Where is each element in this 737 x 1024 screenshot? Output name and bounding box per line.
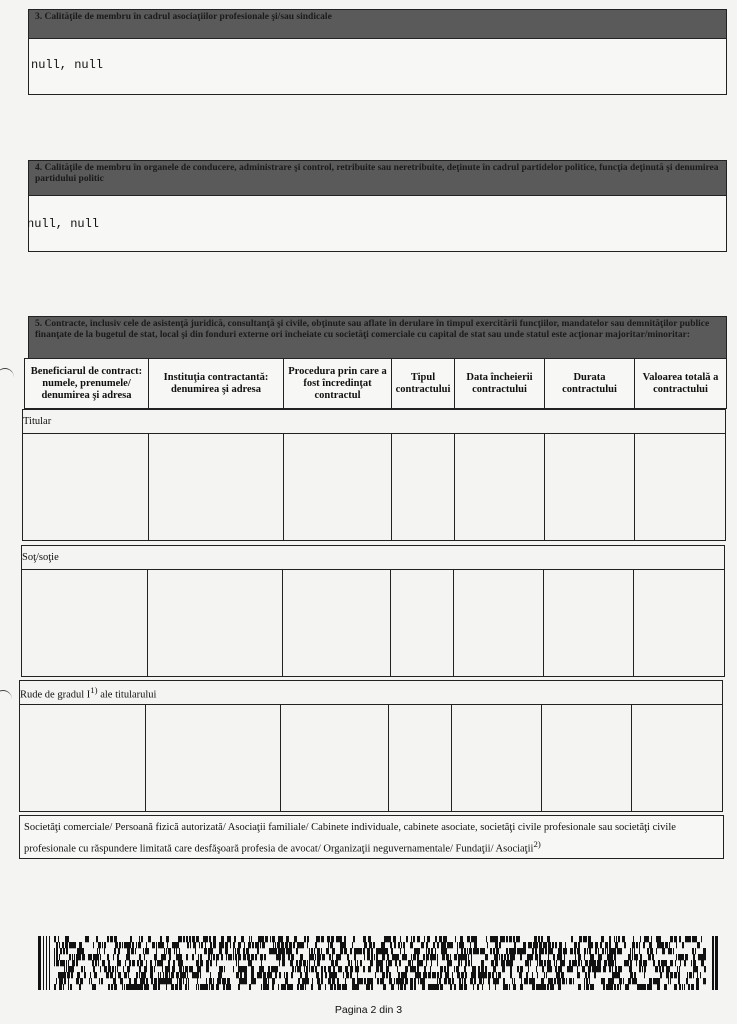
page-number: Pagina 2 din 3 (334, 1004, 403, 1016)
binder-mark (0, 368, 14, 387)
col-procedura: Procedura prin care a fost încredinţat contractul (284, 359, 392, 409)
table-cell (149, 434, 284, 541)
col-tipul: Tipul contractului (392, 359, 455, 409)
section-5-box (28, 316, 727, 360)
rude-footnote-mark: 1) (90, 684, 98, 695)
table-cell (392, 434, 455, 541)
entity-types-text: Societăţi comerciale/ Persoană fizică autorizată/ Asociaţii familiale/ Cabinete individuale, cabinete asociate, societăţi civile profesionale sau societăţi civile profesionale cu răspundere limitată care desfăşoară profesia de avocat/ Organizaţii neguvernamentale/ Fundaţii/ Asociaţii (24, 822, 676, 855)
section-4-value: null, null (27, 217, 100, 231)
table-cell (284, 434, 392, 541)
col-institutia: Instituţia contractantă: denumirea şi adresa (149, 359, 284, 409)
table-cell (635, 434, 726, 541)
binder-mark (0, 690, 12, 709)
table-cell (544, 570, 634, 677)
entity-types-footnote-mark: 2) (533, 839, 541, 849)
table-cell (634, 570, 725, 677)
titular-group (22, 409, 726, 541)
table-cell (23, 434, 149, 541)
group-label-titular: Titular (23, 410, 726, 434)
entity-types-note (19, 815, 724, 859)
sot-group (21, 545, 725, 677)
table-cell (542, 705, 632, 812)
table-cell (632, 705, 723, 812)
table-cell (455, 434, 545, 541)
group-label-rude (20, 681, 723, 705)
col-data: Data încheierii contractului (455, 359, 545, 409)
barcode-image (38, 936, 718, 990)
group-label-sot: Soţ/soţie (22, 546, 725, 570)
table-cell (22, 570, 148, 677)
section-4-title: 4. Calităţile de membru în organele de conducere, administrare şi control, retribuite sau neretribuite, deţinute în cadrul partidelor politice, funcţia deţinută şi denumirea partidului politic (29, 161, 726, 196)
table-cell (454, 570, 544, 677)
section-3-value: null, null (31, 58, 104, 72)
rude-label-suffix: ale titularului (97, 689, 157, 701)
table-cell (452, 705, 542, 812)
section-5-title: 5. Contracte, inclusiv cele de asistenţă juridică, consultanţă şi civile, obţinute sau aflate în derulare în timpul exercitării funcţiilor, mandatelor sau demnităţilor publice finanţate de la bugetul de stat, local şi din fonduri externe ori încheiate cu societăţi comerciale cu capital de stat sau unde statul este acţionar majoritar/minoritar: (29, 317, 726, 359)
section-3-title: 3. Calităţile de membru în cadrul asociaţiilor profesionale şi/sau sindicale (29, 10, 726, 39)
table-cell (283, 570, 391, 677)
table-cell (391, 570, 454, 677)
table-cell (20, 705, 146, 812)
table-cell (146, 705, 281, 812)
col-valoarea: Valoarea totală a contractului (635, 359, 727, 409)
table-cell (281, 705, 389, 812)
table-cell (389, 705, 452, 812)
rude-label-prefix: Rude de gradul I (20, 689, 91, 701)
contracts-header-table (24, 358, 727, 409)
section-4-box (28, 160, 727, 252)
table-cell (148, 570, 283, 677)
rude-group (19, 680, 723, 812)
col-durata: Durata contractului (545, 359, 635, 409)
section-3-box (28, 9, 727, 95)
col-beneficiar: Beneficiarul de contract: numele, prenumele/ denumirea şi adresa (25, 359, 149, 409)
table-cell (545, 434, 635, 541)
